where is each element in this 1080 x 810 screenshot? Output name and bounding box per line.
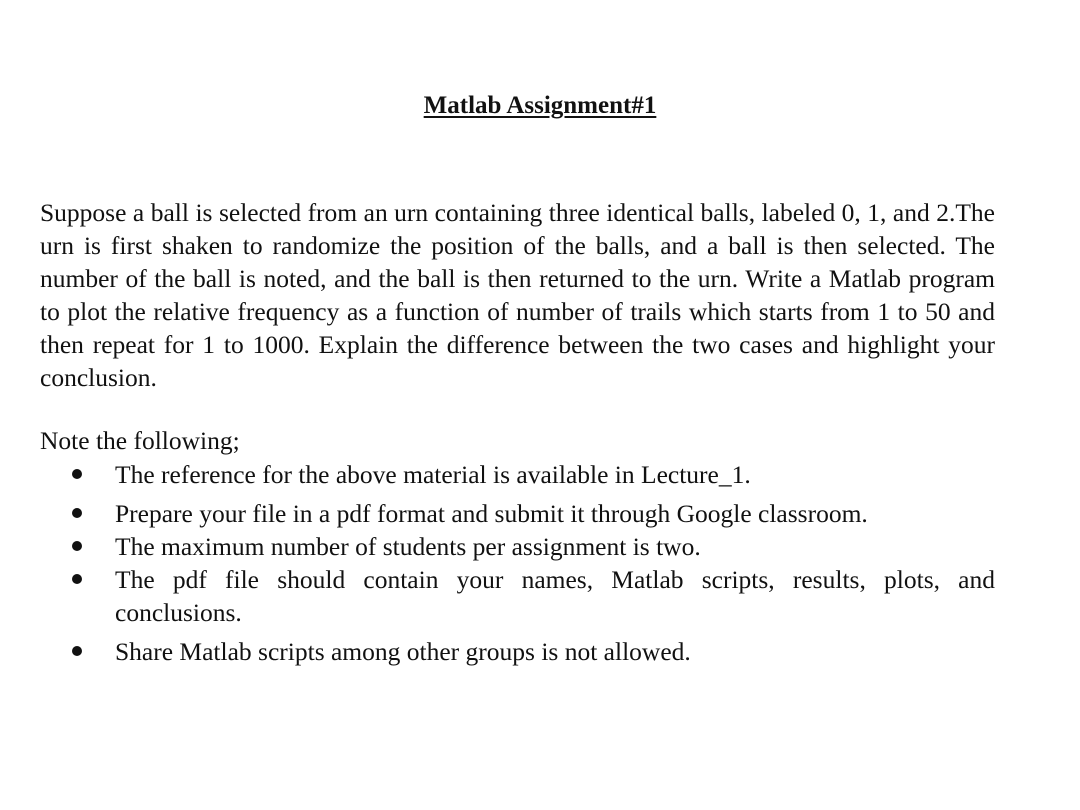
list-item bbox=[40, 497, 995, 530]
bullet-icon bbox=[72, 541, 82, 551]
bullet-icon bbox=[72, 508, 82, 518]
list-item bbox=[40, 458, 995, 491]
note-text: The maximum number of students per assignment is two. bbox=[115, 532, 701, 561]
note-text: Share Matlab scripts among other groups is not allowed. bbox=[115, 637, 691, 666]
note-text: The reference for the above material is available in Lecture_1. bbox=[115, 460, 751, 489]
list-item bbox=[40, 635, 995, 668]
problem-paragraph: Suppose a ball is selected from an urn containing three identical balls, labeled 0, 1, and 2.The urn is first shaken to randomize the position of the balls, and a ball is then selected. The number of the ball is noted, and the ball is then returned to the urn. Write a Matlab program to plot the relative frequency as a function of number of trails which starts from 1 to 50 and then repeat for 1 to 1000. Explain the difference between the two cases and highlight your conclusion. bbox=[40, 198, 995, 392]
note-heading: Note the following; bbox=[40, 426, 240, 455]
list-item bbox=[40, 563, 995, 629]
bullet-icon bbox=[72, 646, 82, 656]
assignment-title: Matlab Assignment#1 bbox=[423, 92, 657, 119]
list-item bbox=[40, 530, 995, 563]
bullet-icon bbox=[72, 574, 82, 584]
note-text: Prepare your file in a pdf format and submit it through Google classroom. bbox=[115, 499, 868, 528]
note-text: The pdf file should contain your names, Matlab scripts, results, plots, and conclusions. bbox=[115, 565, 995, 627]
notes-list bbox=[40, 458, 995, 668]
bullet-icon bbox=[72, 469, 82, 479]
